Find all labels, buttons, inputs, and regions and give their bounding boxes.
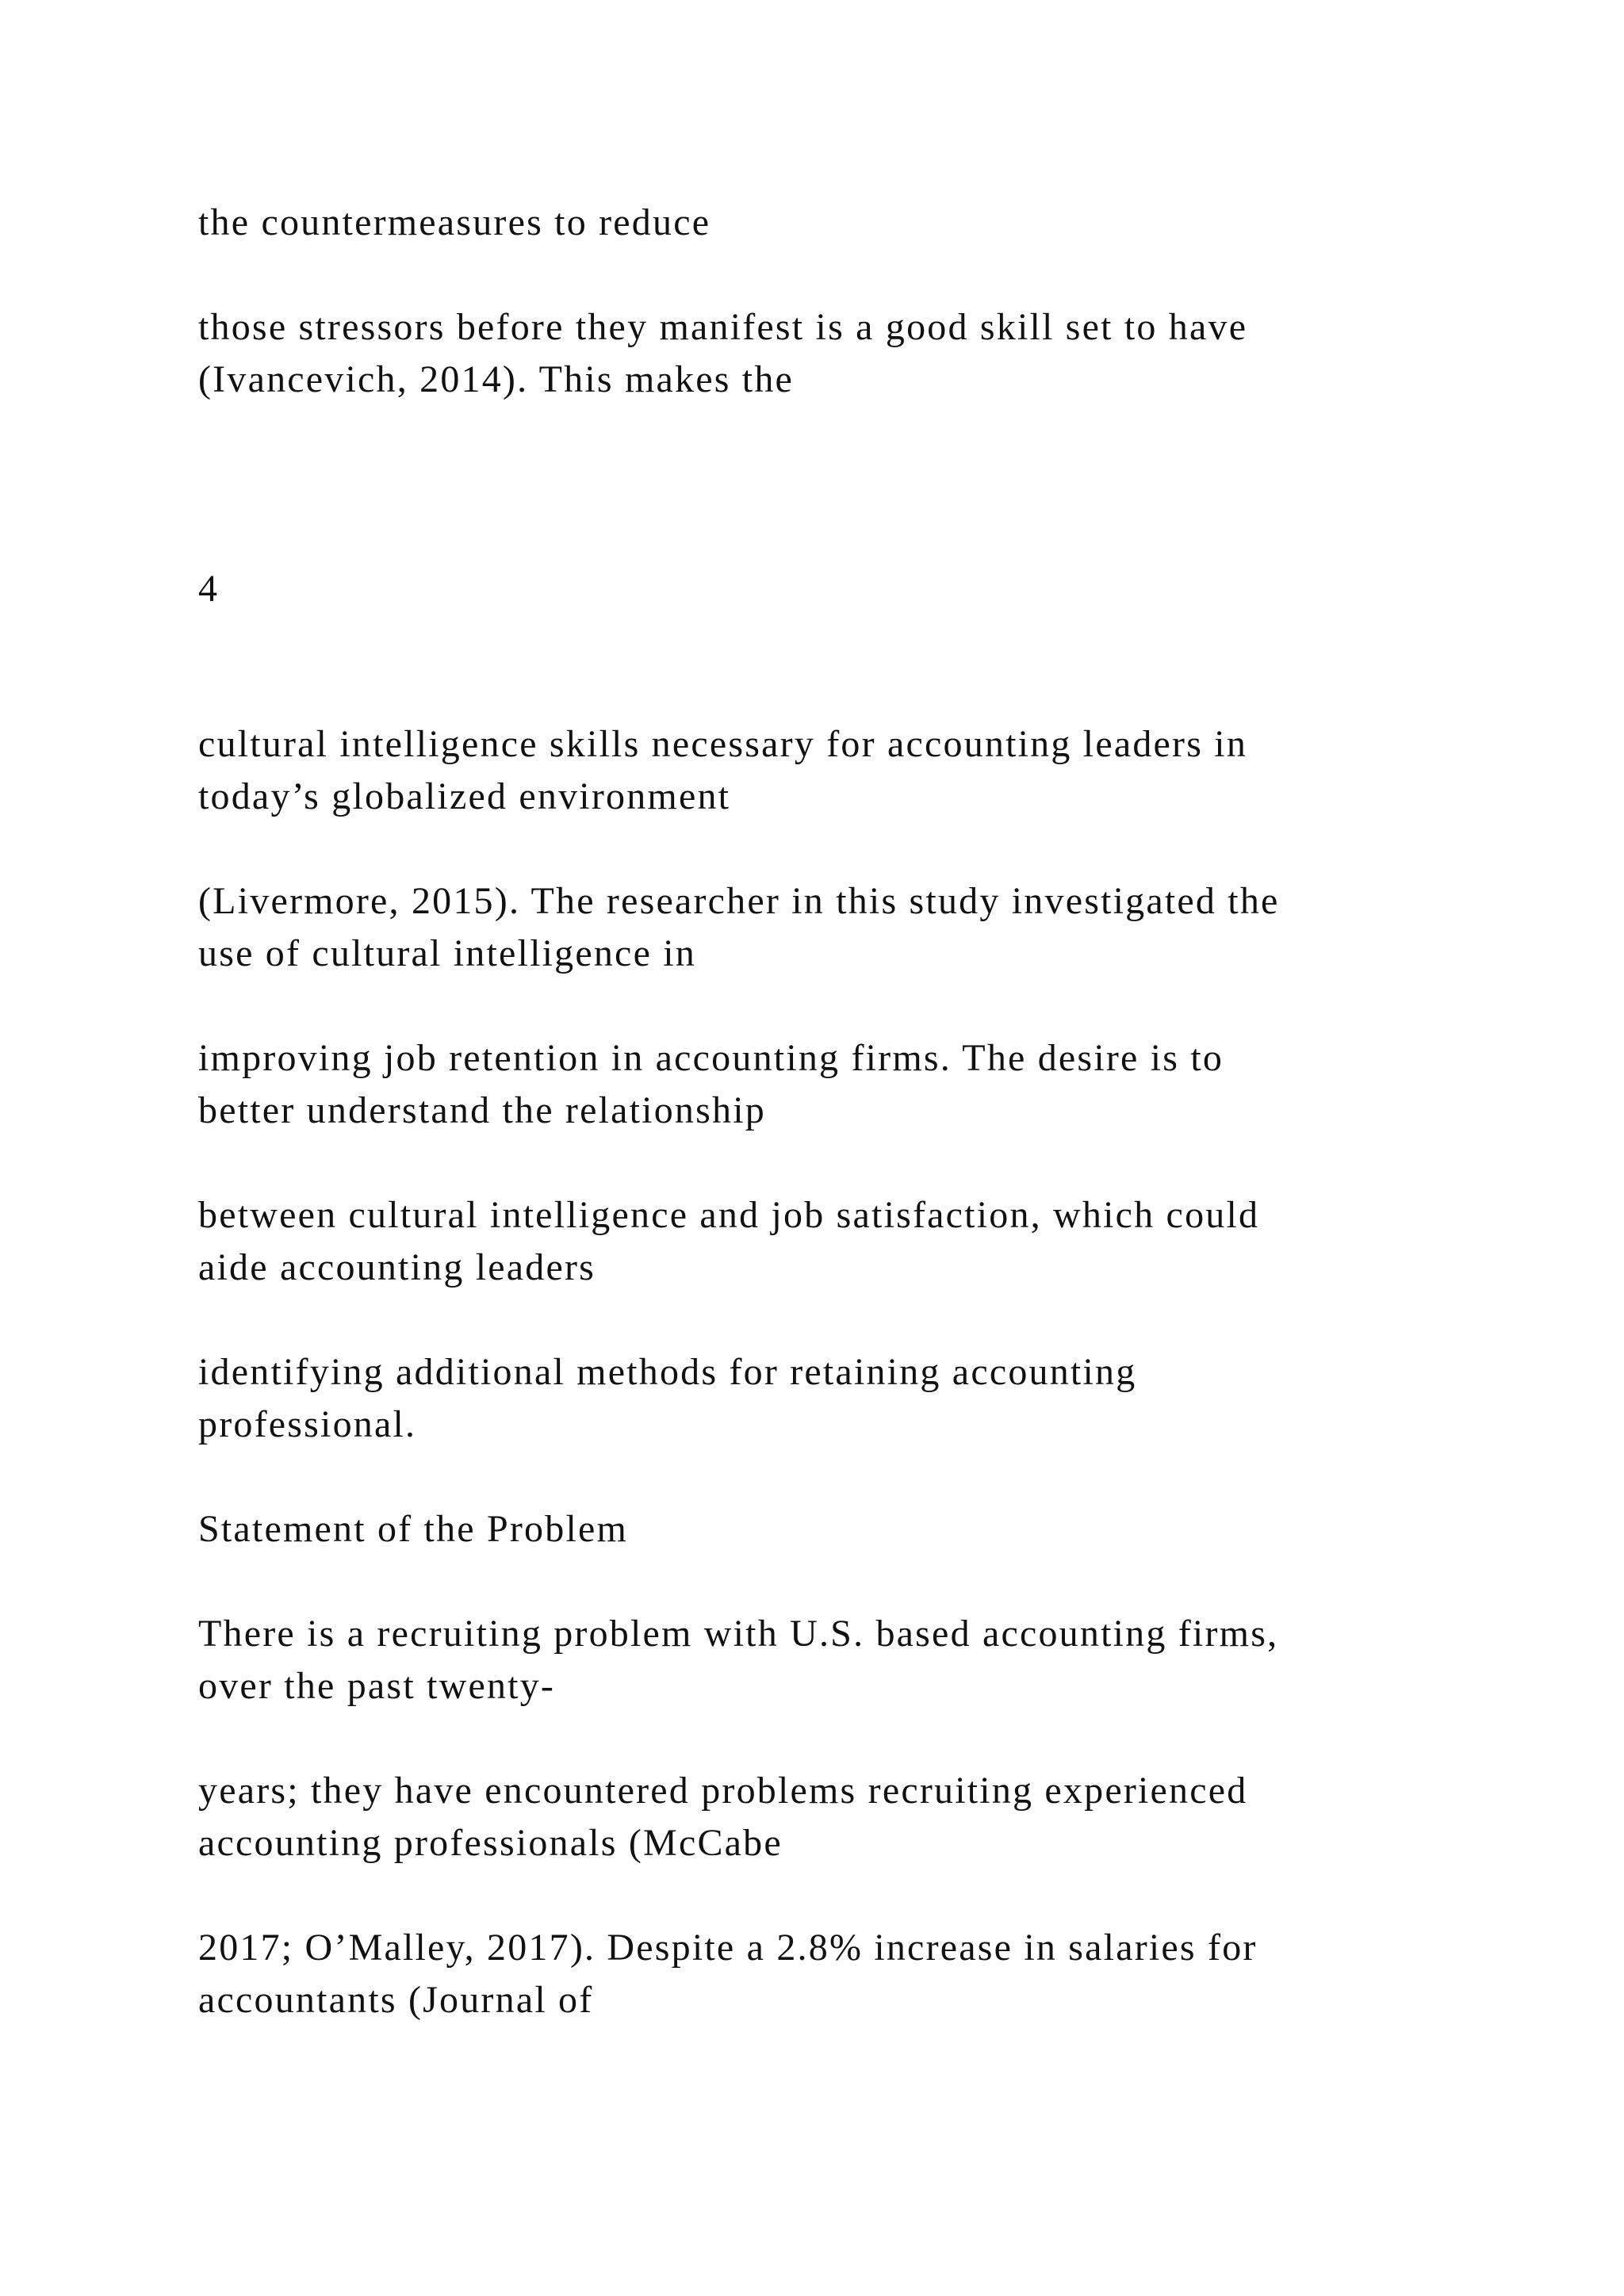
paragraph-line: aide accounting leaders xyxy=(198,1246,596,1288)
paragraph-3 xyxy=(198,718,1546,823)
heading-text: Statement of the Problem xyxy=(198,1508,629,1550)
section-heading xyxy=(198,1503,1546,1556)
paragraph-9 xyxy=(198,1765,1546,1869)
paragraph-line: use of cultural intelligence in xyxy=(198,932,697,974)
paragraph-10 xyxy=(198,1922,1546,2026)
paragraph-2 xyxy=(198,301,1546,406)
paragraph-line: today’s globalized environment xyxy=(198,775,731,817)
page-number-text: 4 xyxy=(198,568,220,610)
paragraph-line: professional. xyxy=(198,1403,417,1445)
paragraph-line: accounting professionals (McCabe xyxy=(198,1822,783,1864)
paragraph-7 xyxy=(198,1346,1546,1451)
page-number xyxy=(198,563,1546,615)
paragraph-line: improving job retention in accounting firms. The desire is to xyxy=(198,1037,1224,1079)
paragraph-6 xyxy=(198,1189,1546,1294)
paragraph-line: (Livermore, 2015). The researcher in this study investigated the xyxy=(198,880,1280,922)
paragraph-line: over the past twenty- xyxy=(198,1665,556,1707)
paragraph-line: There is a recruiting problem with U.S. based accounting firms, xyxy=(198,1613,1279,1655)
paragraph-line: those stressors before they manifest is a good skill set to have xyxy=(198,306,1248,348)
paragraph-line: cultural intelligence skills necessary for accounting leaders in xyxy=(198,723,1248,765)
paragraph-line: 2017; O’Malley, 2017). Despite a 2.8% increase in salaries for xyxy=(198,1927,1258,1969)
paragraph-line: years; they have encountered problems recruiting experienced xyxy=(198,1770,1248,1812)
paragraph-1 xyxy=(198,197,1546,249)
paragraph-line: between cultural intelligence and job satisfaction, which could xyxy=(198,1194,1260,1236)
paragraph-8 xyxy=(198,1608,1546,1712)
paragraph-line: identifying additional methods for retaining accounting xyxy=(198,1351,1137,1393)
paragraph-line: accountants (Journal of xyxy=(198,1979,594,2021)
paragraph-5 xyxy=(198,1032,1546,1137)
paragraph-line: better understand the relationship xyxy=(198,1089,766,1131)
paragraph-4 xyxy=(198,875,1546,980)
paragraph-line: the countermeasures to reduce xyxy=(198,201,711,243)
paragraph-line: (Ivancevich, 2014). This makes the xyxy=(198,358,795,400)
